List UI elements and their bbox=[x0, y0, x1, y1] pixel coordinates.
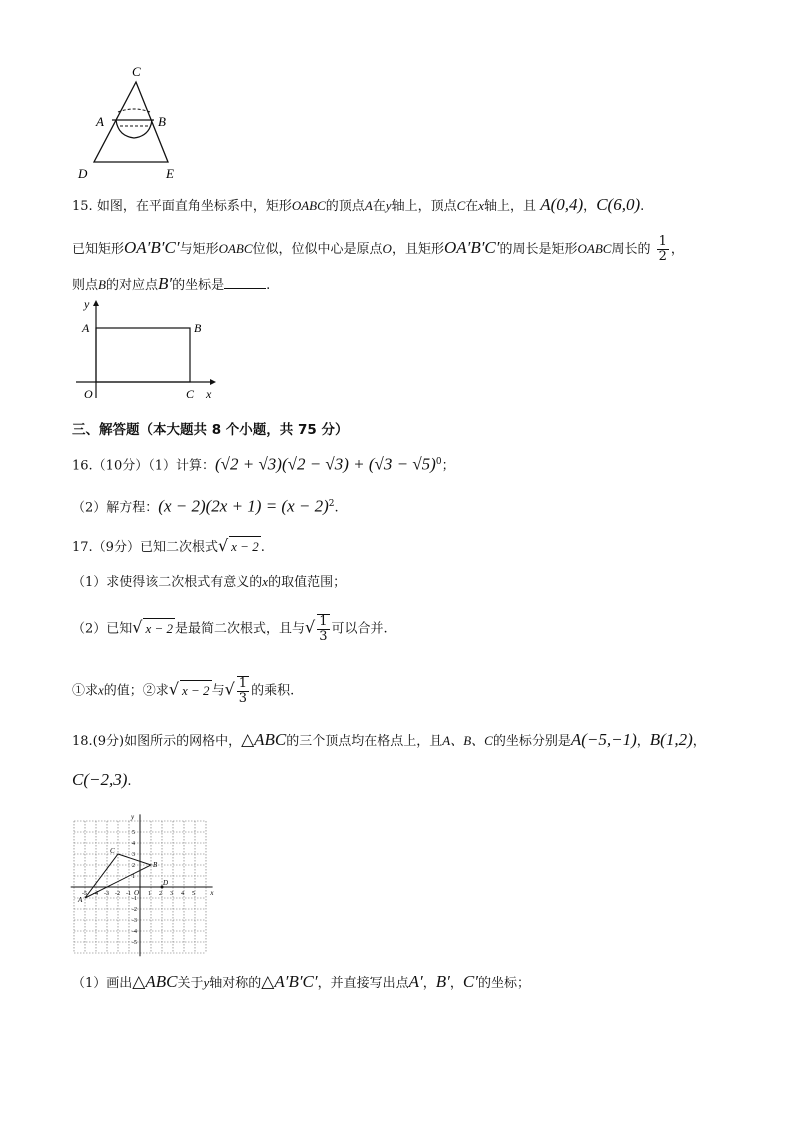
label-c: C bbox=[110, 847, 115, 855]
expr-calc: (√2 + √3)(√2 − √3) + (√3 − √5) bbox=[215, 454, 436, 474]
q16-line1: 16.（10分）（1）计算：$(√2 + √3)(√2 - √3) + (√3 - √5)^0$； bbox=[72, 454, 455, 474]
fraction-half: $\frac{1}{2}$ bbox=[658, 234, 667, 264]
y-axis-label: y bbox=[131, 812, 135, 821]
label-c: C bbox=[132, 64, 141, 79]
y-tick-label: 1 bbox=[132, 874, 135, 880]
q15-line3: 则点B的对应点B′的坐标是 . bbox=[72, 274, 271, 293]
label-a: A bbox=[82, 321, 90, 335]
rectangle-oabc bbox=[96, 328, 190, 382]
origin-label: O bbox=[134, 889, 140, 897]
q17-line2: （1）求使得该二次根式有意义的x的取值范围； bbox=[72, 574, 347, 590]
triangle-figure bbox=[70, 60, 190, 182]
x-tick-label: -2 bbox=[115, 891, 120, 897]
label-e: E bbox=[166, 166, 174, 181]
q17-line4: ①求x的值；②求√ x − 2 与√ $\frac{1}{3}$ 的乘积. bbox=[72, 676, 295, 706]
q15-line1: 15. 如图，在平面直角坐标系中，矩形OABC的顶点A在y轴上，顶点C在x轴上，且 A(0,4)，C(6,0). bbox=[72, 195, 645, 214]
label-a: A bbox=[96, 114, 104, 129]
y-tick-label: -1 bbox=[132, 896, 137, 902]
x-tick-label: -3 bbox=[104, 891, 109, 897]
q18-line1: 18.(9分)如图所示的网格中，△ABC的三个顶点均在格点上，且A、B、C的坐标分别是A(−5,−1)，B(1,2)， bbox=[72, 730, 706, 749]
point-c-coords: C(6,0) bbox=[596, 195, 641, 214]
y-tick-label: -2 bbox=[132, 907, 137, 913]
y-tick-label: 3 bbox=[132, 852, 135, 858]
x-tick-label: -1 bbox=[126, 891, 131, 897]
section-heading: 三、解答题（本大题共 8 个小题，共 75 分） bbox=[72, 422, 349, 438]
y-tick-label: 2 bbox=[132, 863, 135, 869]
label-y: y bbox=[84, 297, 90, 311]
label-x: x bbox=[206, 387, 212, 401]
grid-figure bbox=[70, 810, 220, 960]
x-tick-label: 4 bbox=[181, 891, 184, 897]
y-tick-label: -4 bbox=[132, 929, 137, 935]
label-b: B bbox=[194, 321, 202, 335]
water-surface-dashed bbox=[118, 109, 150, 112]
x-tick-label: 1 bbox=[148, 891, 151, 897]
answer-blank[interactable] bbox=[224, 276, 266, 289]
q18-line3: （1）画出△ABC关于y轴对称的△A′B′C′，并直接写出点A′，B′，C′的坐标； bbox=[72, 972, 530, 991]
label-o: O bbox=[84, 387, 93, 401]
q17-line1: 17.（9分）已知二次根式√ x − 2 . bbox=[72, 536, 265, 555]
y-tick-label: -5 bbox=[132, 940, 137, 946]
expr-equation: (x − 2)(2x + 1) = (x − 2) bbox=[158, 496, 329, 516]
x-axis-label: x bbox=[210, 889, 214, 897]
y-axis-arrow bbox=[93, 300, 99, 306]
x-tick-label: -5 bbox=[82, 891, 87, 897]
y-tick-label: 5 bbox=[132, 830, 135, 836]
label-b: B bbox=[153, 861, 158, 869]
q16-line2: （2）解方程：$(x - 2)(2x + 1) = (x - 2)^2$. bbox=[72, 496, 339, 516]
label-d: D bbox=[78, 166, 88, 181]
label-c: C bbox=[186, 387, 195, 401]
x-axis-arrow bbox=[210, 379, 216, 385]
label-b: B bbox=[158, 114, 166, 129]
x-tick-label: -4 bbox=[93, 891, 98, 897]
water-container bbox=[116, 120, 152, 138]
y-tick-label: 4 bbox=[132, 841, 135, 847]
q15-line2: 已知矩形OA′B′C′与矩形OABC位似，位似中心是原点O，且矩形OA′B′C′的周长是矩形OABC周长的 $\frac{1}{2}$ ， bbox=[72, 234, 684, 264]
x-tick-label: 5 bbox=[192, 891, 195, 897]
x-tick-label: 3 bbox=[170, 891, 173, 897]
rectangle-figure bbox=[70, 292, 230, 404]
q17-line3: （2）已知√ x − 2 是最简二次根式，且与√ $\frac{1}{3}$ 可以合并. bbox=[72, 614, 388, 644]
label-a: A bbox=[78, 896, 83, 904]
point-a-coords: A(0,4) bbox=[540, 195, 584, 214]
q18-line2: C(−2,3). bbox=[72, 770, 132, 789]
y-tick-label: -3 bbox=[132, 918, 137, 924]
triangle-outline bbox=[94, 82, 168, 162]
x-tick-label: 2 bbox=[159, 891, 162, 897]
label-d: D bbox=[163, 879, 169, 887]
